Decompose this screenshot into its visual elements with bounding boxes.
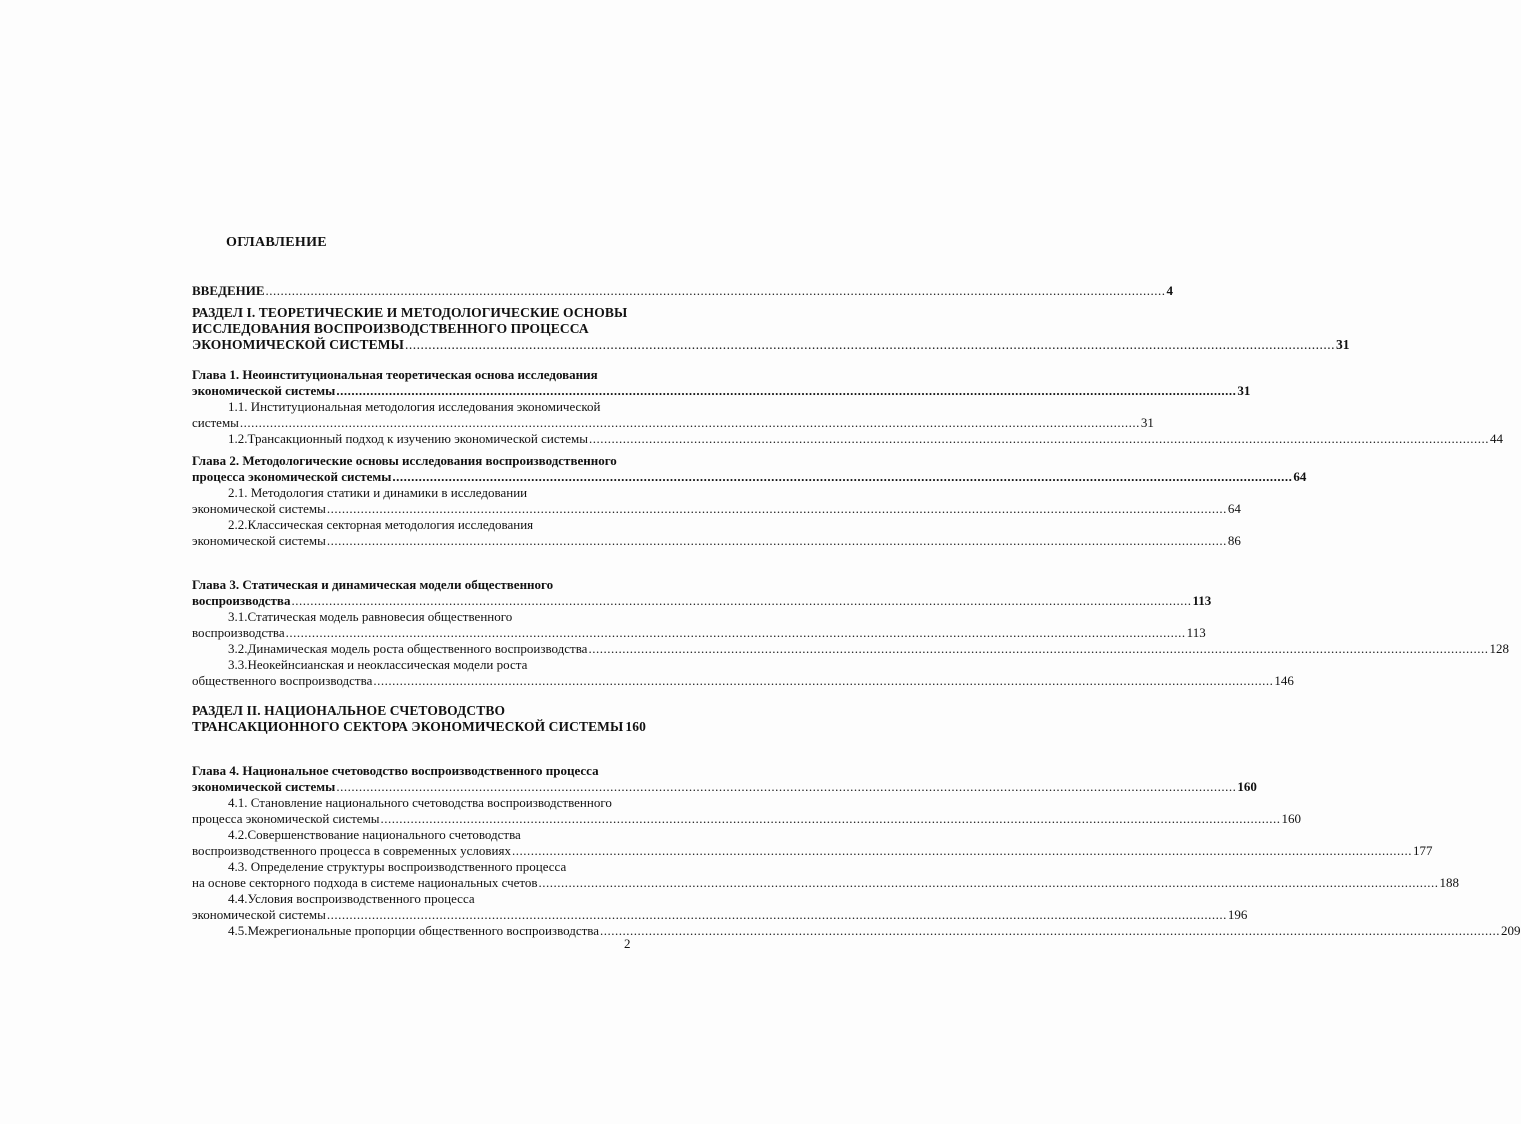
table-of-contents [192,283,1521,939]
subsection-3-3-line2[interactable]: общественного воспроизводства ..... 146 [192,673,632,689]
subsection-3-1-line2[interactable]: воспроизводства ..... 113 [192,625,632,641]
subsection-3-3-line1[interactable]: 3.3.Неокейнсианская и неоклассическая модели роста [228,657,528,672]
subsection-3-1-line1[interactable]: 3.1.Статическая модель равновесия общественного [228,609,513,624]
chapter2-title-line1[interactable]: Глава 2. Методологические основы исследования воспроизводственного [192,453,617,468]
subsection-4-1-line2[interactable]: процесса экономической системы ..... 160 [192,811,632,827]
chapter4-title-line2[interactable]: экономической системы ..... 160 [192,779,632,795]
chapter3-title-line1[interactable]: Глава 3. Статическая и динамическая модели общественного [192,577,554,592]
subsection-4-3-line2[interactable]: на основе секторного подхода в системе национальных счетов ..... 188 [192,875,632,891]
section2-title-line2[interactable]: ТРАНСАКЦИОННОГО СЕКТОРА ЭКОНОМИЧЕСКОЙ СИСТЕМЫ 160 [192,719,646,734]
subsection-2-2-line1[interactable]: 2.2.Классическая секторная методология исследования [228,517,534,532]
toc-entry-intro[interactable]: ВВЕДЕНИЕ ..... 4 [192,283,632,299]
section1-title-line2[interactable]: ИССЛЕДОВАНИЯ ВОСПРОИЗВОДСТВЕННОГО ПРОЦЕССА [192,321,589,336]
subsection-4-4-line1[interactable]: 4.4.Условия воспроизводственного процесса [228,891,475,906]
chapter1-title-line1[interactable]: Глава 1. Неоинституциональная теоретическая основа исследования [192,367,598,382]
subsection-4-2-line1[interactable]: 4.2.Совершенствование национального счетоводства [228,827,521,842]
toc-heading: ОГЛАВЛЕНИЕ [226,235,327,250]
subsection-4-5[interactable]: 4.5.Межрегиональные пропорции общественного воспроизводства ..... 209 [192,923,632,939]
subsection-4-4-line2[interactable]: экономической системы ..... 196 [192,907,632,923]
subsection-3-2[interactable]: 3.2.Динамическая модель роста общественного воспроизводства ..... 128 [192,641,632,657]
subsection-1-1-line2[interactable]: системы ..... 31 [192,415,632,431]
section1-title-line1[interactable]: РАЗДЕЛ I. ТЕОРЕТИЧЕСКИЕ И МЕТОДОЛОГИЧЕСКИЕ ОСНОВЫ [192,305,628,320]
page-number: 2 [624,936,631,951]
chapter2-title-line2[interactable]: процесса экономической системы ..... 64 [192,469,632,485]
chapter3-title-line2[interactable]: воспроизводства ..... 113 [192,593,632,609]
section1-title-line3[interactable]: ЭКОНОМИЧЕСКОЙ СИСТЕМЫ ..... 31 [192,337,632,353]
subsection-4-1-line1[interactable]: 4.1. Становление национального счетоводства воспроизводственного [228,795,612,810]
subsection-1-2[interactable]: 1.2.Трансакционный подход к изучению экономической системы ..... 44 [192,431,632,447]
chapter4-title-line1[interactable]: Глава 4. Национальное счетоводство воспроизводственного процесса [192,763,599,778]
subsection-2-1-line2[interactable]: экономической системы ..... 64 [192,501,632,517]
subsection-2-2-line2[interactable]: экономической системы ..... 86 [192,533,632,549]
subsection-4-2-line2[interactable]: воспроизводственного процесса в современных условиях ..... 177 [192,843,632,859]
section2-title-line1[interactable]: РАЗДЕЛ II. НАЦИОНАЛЬНОЕ СЧЕТОВОДСТВО [192,703,506,718]
chapter1-title-line2[interactable]: экономической системы ..... 31 [192,383,632,399]
subsection-1-1-line1[interactable]: 1.1. Институциональная методология исследования экономической [228,399,601,414]
subsection-2-1-line1[interactable]: 2.1. Методология статики и динамики в исследовании [228,485,528,500]
subsection-4-3-line1[interactable]: 4.3. Определение структуры воспроизводственного процесса [228,859,567,874]
